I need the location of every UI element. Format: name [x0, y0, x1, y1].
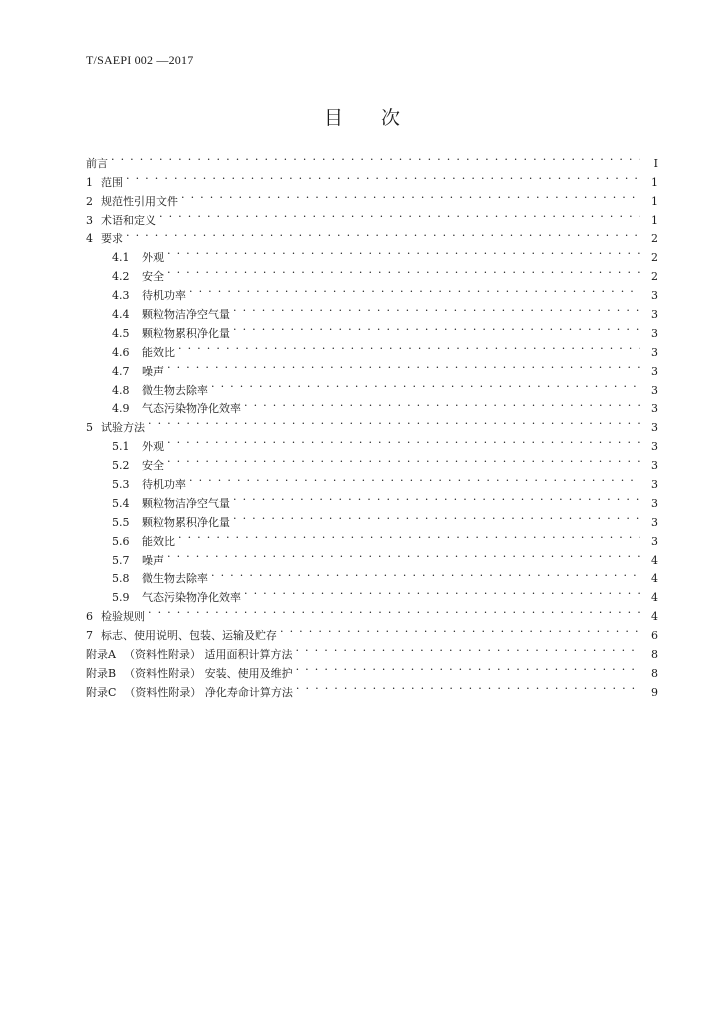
toc-entry-number: 5.7 [112, 553, 130, 567]
toc-entry-text: 待机功率 [142, 478, 186, 492]
toc-entry-label [112, 306, 233, 325]
toc-entry-number: 附录C [86, 685, 117, 699]
toc-entry-page: 4 [651, 610, 658, 624]
toc-dot-leader [148, 601, 640, 620]
toc-entry-text: 外观 [142, 440, 164, 454]
toc-entry-text: 气态污染物净化效率 [142, 591, 241, 605]
toc-entry-text: 试验方法 [101, 421, 145, 435]
toc-entry[interactable] [86, 167, 658, 189]
toc-entry[interactable] [86, 186, 658, 208]
toc-entry[interactable] [86, 280, 658, 303]
toc-dot-leader [280, 620, 640, 639]
toc-entry-number: 5 [86, 421, 93, 435]
toc-entry-text: 检验规则 [101, 610, 145, 624]
toc-dot-leader [189, 280, 640, 299]
toc-dot-leader [159, 205, 640, 224]
toc-entry-number: 1 [86, 175, 93, 189]
toc-entry-page: 3 [651, 402, 658, 416]
toc-entry-number: 5.2 [112, 459, 130, 473]
toc-entry[interactable] [86, 224, 658, 246]
toc-entry-label [112, 438, 167, 457]
toc-entry-number: 5.4 [112, 496, 130, 510]
toc-entry-page: 3 [651, 534, 658, 548]
toc-entry-number: 4.7 [112, 364, 130, 378]
toc-entry-label [86, 665, 296, 684]
toc-entry-label [86, 627, 280, 646]
toc-title-char-2: 次 [381, 107, 401, 129]
toc-entry-text: 微生物去除率 [142, 572, 208, 586]
toc-entry-text: 颗粒物洁净空气量 [142, 308, 230, 322]
toc-dot-leader [167, 261, 640, 280]
toc-entry-page: 3 [651, 515, 658, 529]
toc-entry-number: 4 [86, 232, 93, 246]
toc-entry[interactable] [86, 375, 658, 397]
toc-entry-page: I [653, 156, 658, 170]
toc-entry-number: 4.8 [112, 383, 130, 397]
toc-entry[interactable] [86, 205, 658, 227]
toc-entry[interactable] [86, 564, 658, 586]
toc-entry-page: 3 [651, 308, 658, 322]
toc-entry-number: 5.9 [112, 591, 130, 605]
toc-entry-label [86, 419, 148, 438]
toc-dot-leader [167, 545, 640, 564]
toc-dot-leader [167, 450, 640, 469]
toc-entry-page: 3 [651, 440, 658, 454]
toc-entry[interactable] [86, 356, 658, 378]
toc-dot-leader [296, 658, 640, 677]
toc-dot-leader [111, 148, 640, 167]
toc-entry-text: 安全 [142, 270, 164, 284]
toc-entry-label [112, 495, 233, 514]
toc-entry-text: 颗粒物累积净化量 [142, 326, 230, 340]
toc-entry-number: 4.5 [112, 326, 130, 340]
toc-entry-page: 3 [651, 383, 658, 397]
toc-entry-label [112, 457, 167, 476]
toc-entry-label [86, 608, 148, 627]
toc-entry-text: 规范性引用文件 [101, 194, 178, 208]
toc-dot-leader [148, 412, 640, 431]
table-of-contents [86, 148, 658, 699]
toc-entry-text: 噪声 [142, 553, 164, 567]
toc-entry-number: 4.1 [112, 251, 130, 265]
toc-entry-number: 2 [86, 194, 93, 208]
toc-entry-page: 8 [651, 666, 658, 680]
toc-entry-page: 1 [651, 175, 658, 189]
toc-entry-number: 6 [86, 610, 93, 624]
toc-dot-leader [167, 431, 640, 450]
toc-dot-leader [181, 186, 640, 205]
toc-entry-text: （资料性附录） 安装、使用及维护 [124, 666, 293, 680]
toc-dot-leader [167, 242, 640, 261]
toc-entry-label [86, 155, 111, 174]
toc-entry-text: 颗粒物洁净空气量 [142, 496, 230, 510]
toc-dot-leader [233, 318, 640, 337]
toc-entry-page: 3 [651, 496, 658, 510]
toc-entry-page: 4 [651, 553, 658, 567]
toc-dot-leader [233, 299, 640, 318]
toc-entry-page: 3 [651, 459, 658, 473]
toc-entry-number: 5.3 [112, 478, 130, 492]
toc-dot-leader [126, 224, 640, 243]
toc-entry-text: （资料性附录） 适用面积计算方法 [123, 648, 293, 662]
toc-entry[interactable] [86, 545, 658, 567]
toc-entry-page: 6 [651, 629, 658, 643]
toc-entry-text: 颗粒物累积净化量 [142, 515, 230, 529]
toc-entry-text: 能效比 [142, 345, 175, 359]
toc-entry-number: 附录B [86, 666, 117, 680]
toc-entry-page: 3 [651, 345, 658, 359]
toc-dot-leader [233, 488, 640, 507]
toc-entry-label [112, 287, 189, 306]
toc-entry-page: 2 [651, 270, 658, 284]
toc-entry-number: 4.6 [112, 345, 130, 359]
toc-entry[interactable] [86, 412, 658, 435]
toc-entry-page: 3 [651, 421, 658, 435]
toc-entry-page: 4 [651, 591, 658, 605]
toc-entry[interactable] [86, 469, 658, 492]
toc-entry-label [112, 570, 211, 589]
toc-entry-label [112, 382, 211, 401]
toc-entry-label [86, 646, 295, 665]
toc-entry-number: 5.1 [112, 440, 130, 454]
toc-entry-label [112, 249, 167, 268]
toc-entry-label [112, 552, 167, 571]
toc-entry-text: 外观 [142, 251, 164, 265]
toc-dot-leader [244, 394, 640, 413]
toc-entry-page: 1 [651, 194, 658, 208]
toc-entry-page: 4 [651, 572, 658, 586]
toc-entry-text: （资料性附录） 净化寿命计算方法 [124, 685, 293, 699]
toc-entry-text: 范围 [101, 175, 123, 189]
toc-entry-number: 5.5 [112, 515, 130, 529]
toc-entry-number: 4.9 [112, 402, 130, 416]
toc-entry-text: 气态污染物净化效率 [142, 402, 241, 416]
toc-dot-leader [126, 167, 640, 186]
toc-entry-number: 4.4 [112, 308, 130, 322]
toc-entry[interactable] [86, 601, 658, 624]
toc-dot-leader [233, 507, 640, 526]
toc-entry[interactable] [86, 620, 658, 643]
toc-entry-page: 2 [651, 251, 658, 265]
toc-dot-leader [211, 375, 640, 394]
toc-entry-page: 3 [651, 364, 658, 378]
toc-entry-page: 2 [651, 232, 658, 246]
toc-entry-page: 3 [651, 289, 658, 303]
toc-dot-leader [211, 564, 640, 583]
toc-entry-number: 附录A [86, 648, 116, 662]
toc-entry[interactable] [86, 450, 658, 473]
toc-entry-text: 标志、使用说明、包装、运输及贮存 [101, 629, 277, 643]
toc-entry[interactable] [86, 242, 658, 265]
toc-entry-label [112, 363, 167, 382]
toc-entry-text: 微生物去除率 [142, 383, 208, 397]
toc-entry-number: 5.8 [112, 572, 130, 586]
document-code: T/SAEPI 002 —2017 [86, 53, 194, 67]
toc-entry-label [112, 268, 167, 287]
toc-dot-leader [244, 582, 640, 601]
toc-entry-page: 1 [651, 213, 658, 227]
toc-title [0, 103, 724, 130]
toc-entry-label [86, 174, 126, 193]
toc-entry-label [86, 684, 296, 703]
toc-entry-page: 3 [651, 478, 658, 492]
toc-entry-text: 能效比 [142, 534, 175, 548]
toc-entry-label [112, 476, 189, 495]
toc-entry-text: 安全 [142, 459, 164, 473]
toc-entry-text: 要求 [101, 232, 123, 246]
toc-entry-number: 4.3 [112, 289, 130, 303]
toc-entry-page: 3 [651, 326, 658, 340]
toc-entry-number: 7 [86, 629, 93, 643]
toc-entry[interactable] [86, 148, 658, 170]
toc-entry[interactable] [86, 261, 658, 284]
toc-dot-leader [189, 469, 640, 488]
toc-entry-text: 术语和定义 [101, 213, 156, 227]
toc-entry-label [86, 230, 126, 249]
toc-entry-page: 9 [651, 685, 658, 699]
toc-entry-text: 噪声 [142, 364, 164, 378]
toc-dot-leader [296, 677, 640, 696]
toc-dot-leader [295, 639, 640, 658]
toc-entry-number: 3 [86, 213, 93, 227]
toc-entry-page: 8 [651, 648, 658, 662]
toc-dot-leader [178, 337, 640, 356]
toc-dot-leader [178, 526, 640, 545]
toc-entry-number: 5.6 [112, 534, 130, 548]
toc-entry-text: 待机功率 [142, 289, 186, 303]
toc-entry-number: 4.2 [112, 270, 130, 284]
toc-entry-text: 前言 [86, 156, 108, 170]
toc-title-char-1: 目 [323, 107, 343, 129]
toc-dot-leader [167, 356, 640, 375]
toc-entry[interactable] [86, 431, 658, 454]
